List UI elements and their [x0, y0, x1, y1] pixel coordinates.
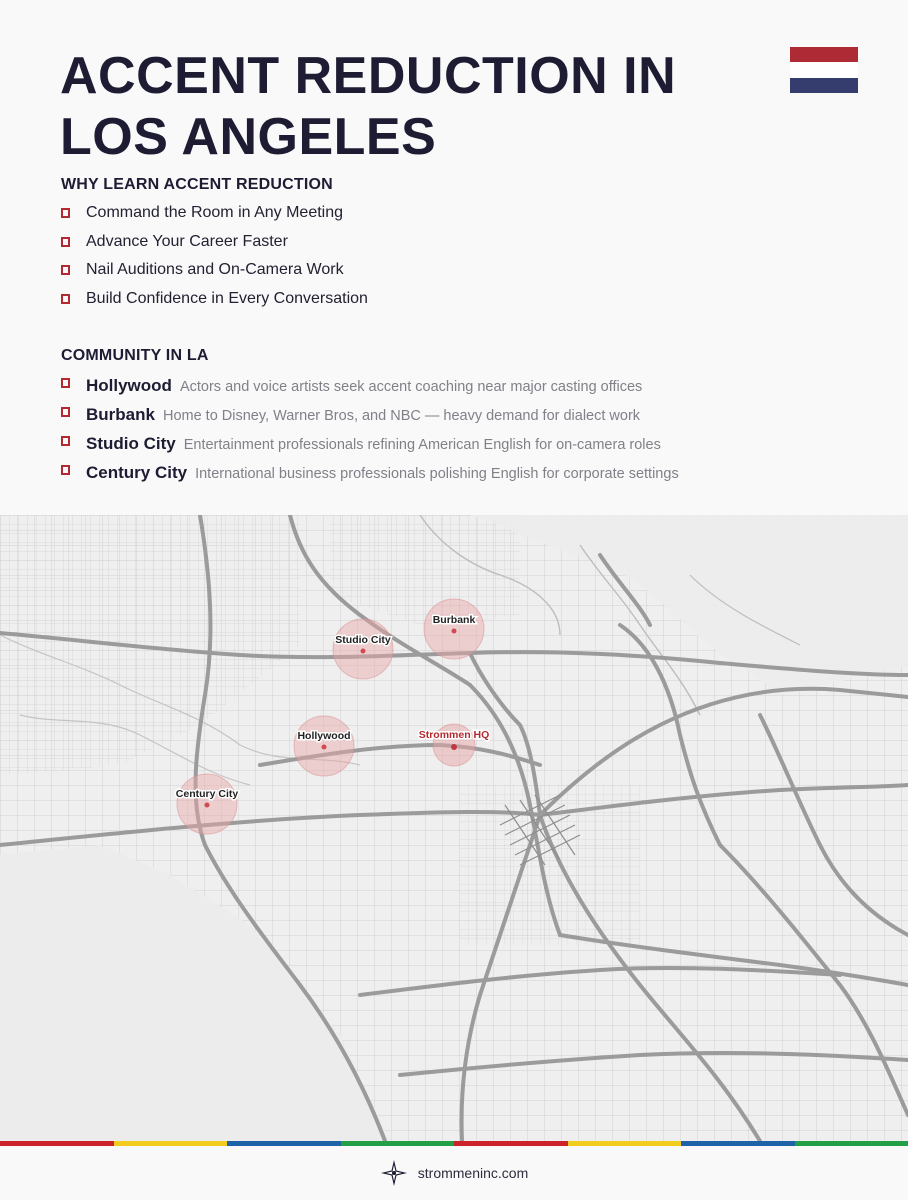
compass-star-icon — [380, 1159, 408, 1187]
checkbox-icon — [61, 407, 70, 417]
website-link[interactable]: strommeninc.com — [417, 1165, 529, 1181]
list-item-text: Command the Room in Any Meeting — [86, 204, 344, 221]
list-item — [60, 458, 679, 487]
list-item — [60, 285, 368, 314]
list-item-text: Advance Your Career Faster — [86, 232, 288, 250]
list-item — [60, 199, 368, 228]
marker-label: Studio City — [335, 634, 391, 646]
list-item — [60, 256, 368, 285]
page-title — [60, 46, 760, 168]
neighborhood-desc: Entertainment professionals refining American English for on-camera roles — [183, 437, 661, 453]
netherlands-flag-icon — [790, 47, 858, 93]
community-list — [60, 371, 679, 487]
list-item-text: Nail Auditions and On-Camera Work — [86, 261, 344, 279]
list-item — [60, 228, 368, 257]
map-canvas — [0, 515, 908, 1141]
list-item — [60, 429, 679, 458]
neighborhood-name: Burbank — [86, 405, 155, 424]
checkbox-icon — [61, 436, 70, 446]
footer — [0, 1146, 908, 1200]
marker-label: Hollywood — [297, 730, 351, 742]
neighborhood-name: Century City — [86, 463, 188, 482]
neighborhood-name: Hollywood — [86, 376, 172, 395]
marker-hollywood[interactable] — [294, 716, 354, 776]
marker-burbank[interactable] — [424, 599, 484, 659]
marker-century-city[interactable] — [176, 774, 239, 834]
checkbox-icon — [61, 237, 70, 247]
marker-label: Century City — [175, 788, 239, 800]
neighborhood-desc: Actors and voice artists seek accent coaching near major casting offices — [179, 379, 643, 395]
community-heading: COMMUNITY IN LA — [61, 347, 209, 364]
marker-label: Burbank — [432, 614, 476, 626]
title-line-2: LOS ANGELES — [60, 108, 437, 166]
neighborhood-desc: International business professionals polishing English for corporate settings — [195, 466, 679, 482]
list-item — [60, 400, 679, 429]
la-map[interactable] — [0, 515, 908, 1141]
neighborhood-desc: Home to Disney, Warner Bros, and NBC — heavy demand for dialect work — [162, 408, 641, 424]
list-item-text: Build Confidence in Every Conversation — [86, 290, 368, 308]
checkbox-icon — [61, 294, 70, 304]
title-line-1: ACCENT REDUCTION IN — [60, 47, 677, 105]
why-heading: WHY LEARN ACCENT REDUCTION — [61, 176, 333, 193]
list-item — [60, 371, 679, 400]
marker-studio-city[interactable] — [333, 619, 393, 679]
why-list — [60, 199, 368, 314]
neighborhood-name: Studio City — [86, 434, 176, 453]
checkbox-icon — [61, 208, 70, 218]
checkbox-icon — [61, 378, 70, 388]
checkbox-icon — [61, 465, 70, 475]
marker-label: Strommen HQ — [418, 729, 490, 741]
checkbox-icon — [61, 265, 70, 275]
